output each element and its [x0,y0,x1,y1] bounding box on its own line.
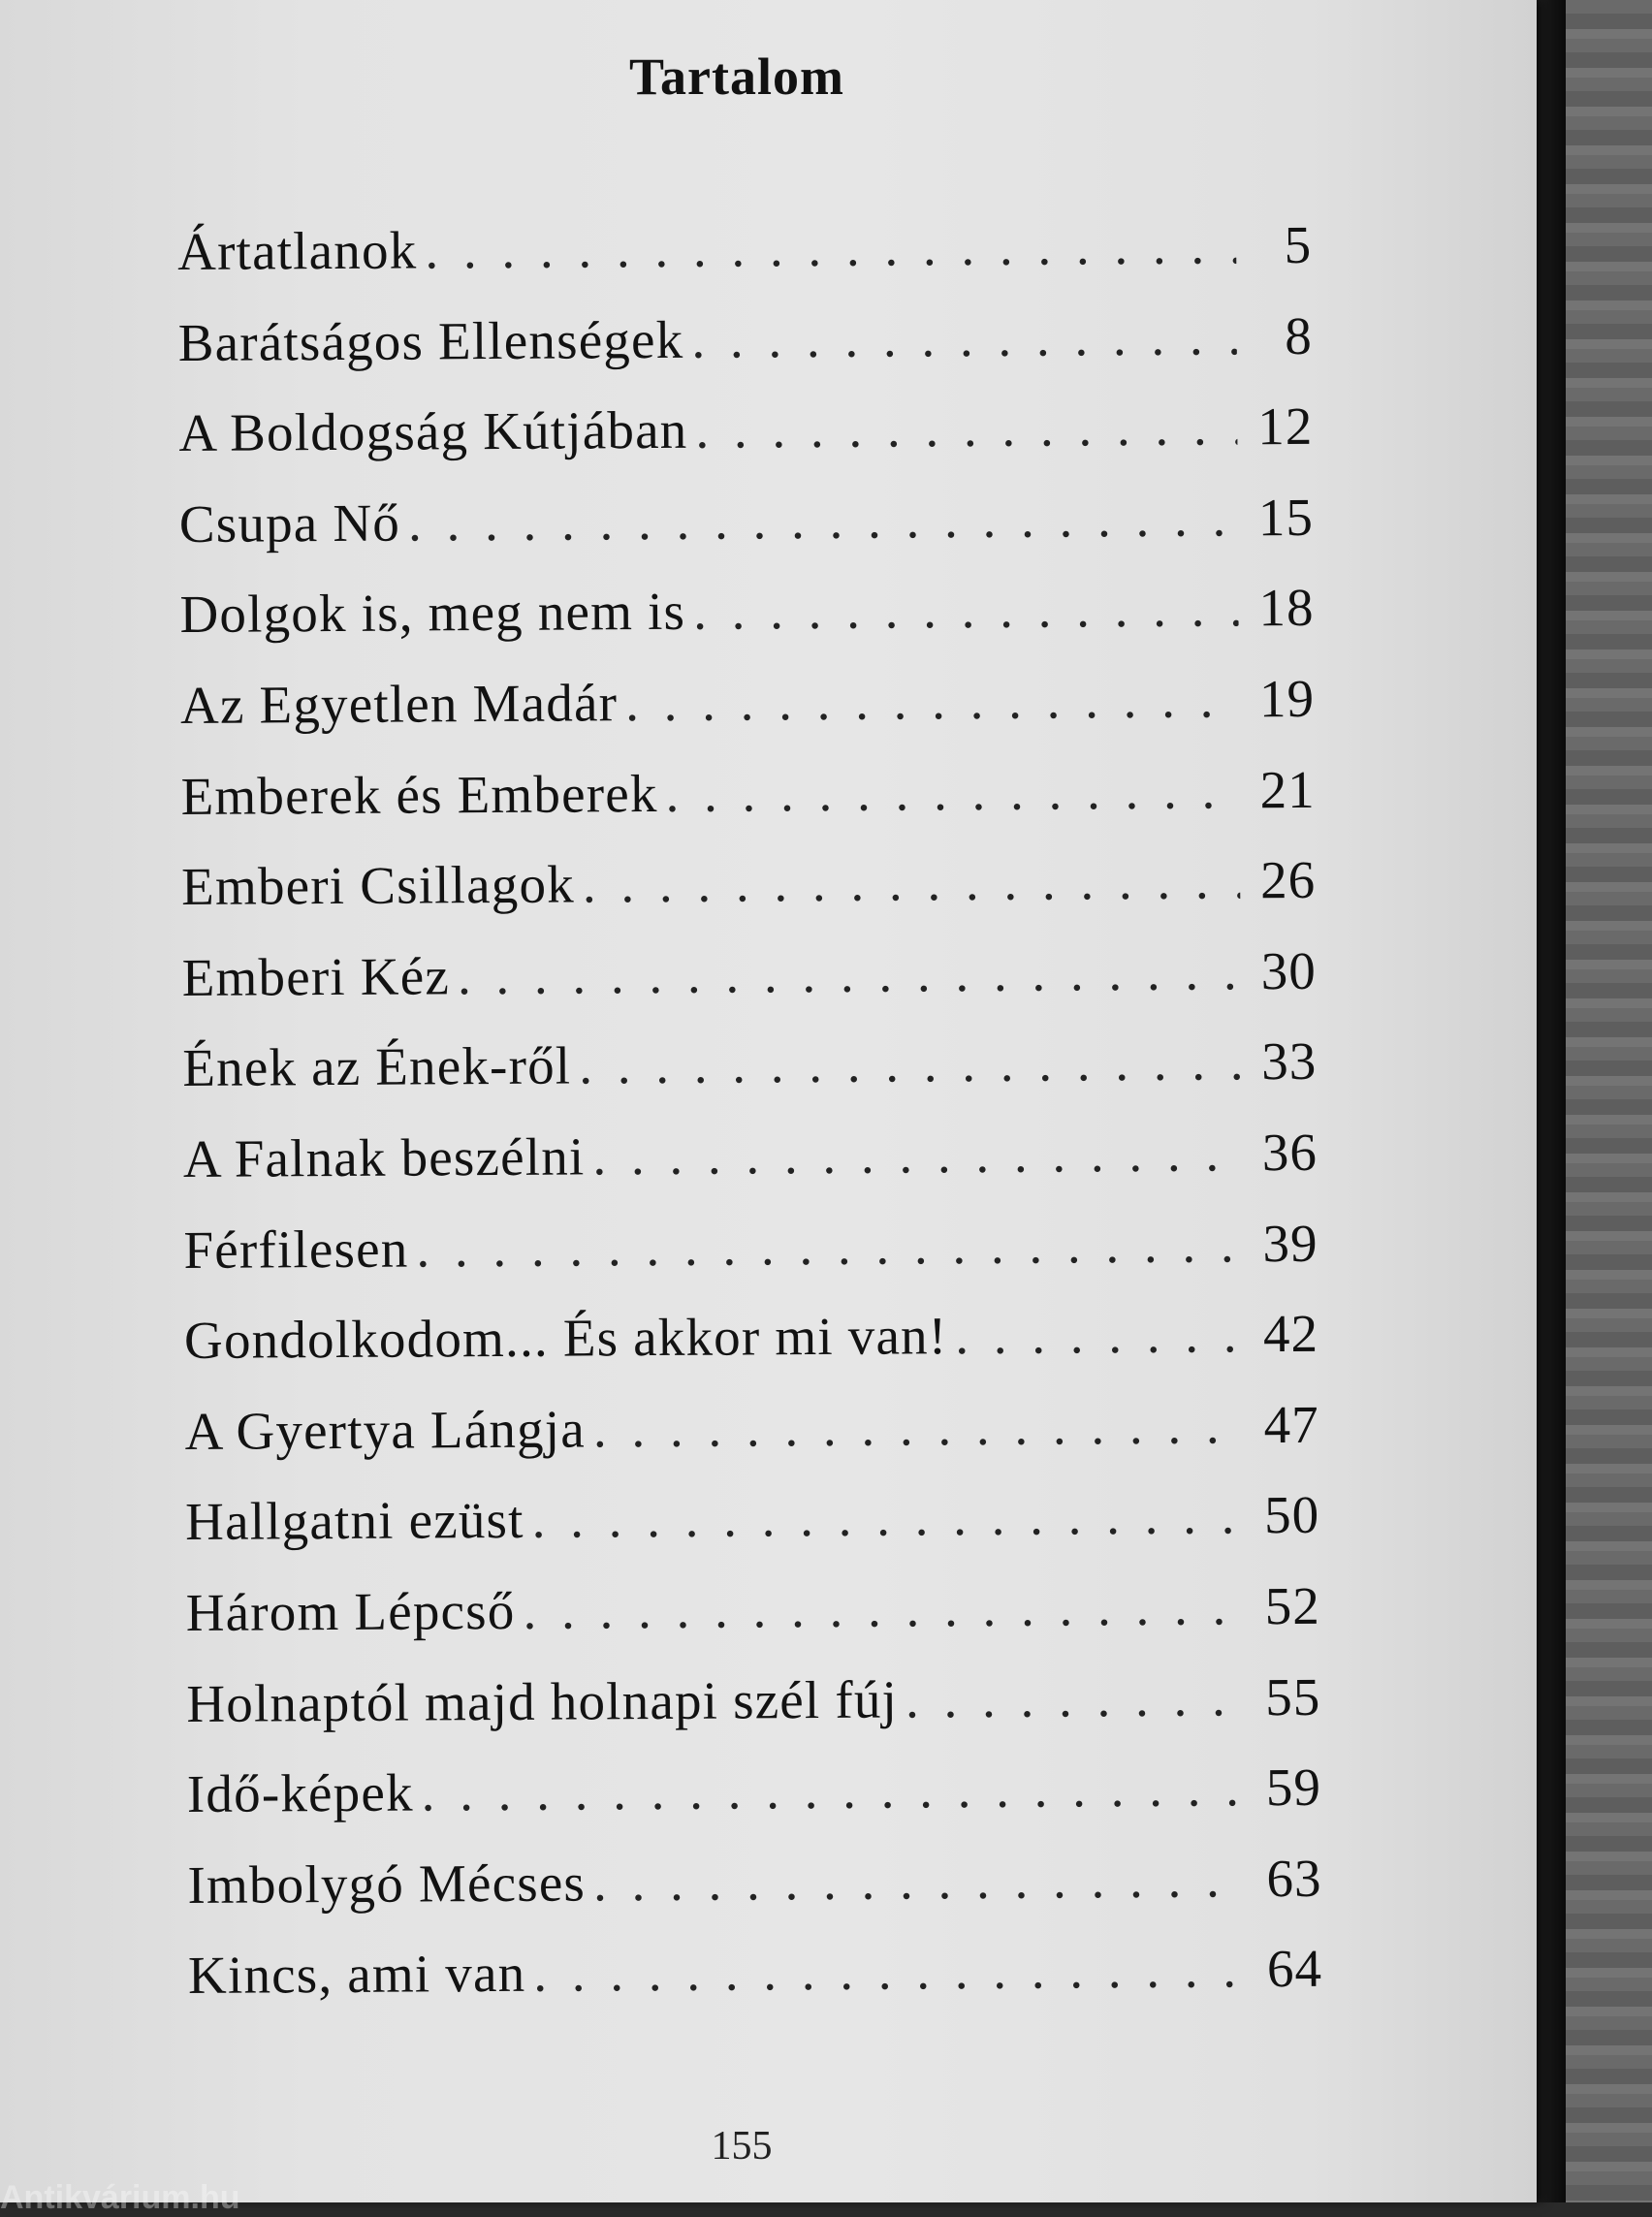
dot-leader [421,1757,1246,1822]
toc-entry-page: 18 [1258,578,1315,638]
dot-leader [593,1848,1247,1913]
toc-entry-page: 59 [1265,1757,1322,1818]
toc-entry-title: Emberi Csillagok [181,854,576,917]
toc-entry [187,1848,1322,1946]
toc-entry-title: Idő-képek [186,1762,414,1824]
dot-leader [458,940,1241,1006]
dot-leader [416,1213,1242,1279]
toc-entry [179,487,1315,585]
toc-entry-title: A Boldogság Kútjában [178,399,688,463]
toc-entry-page: 64 [1266,1939,1323,1999]
toc-entry-page: 15 [1257,487,1315,547]
toc-entry-title: Az Egyetlen Madár [179,673,619,735]
toc-entry-title: Ének az Ének-ről [182,1035,572,1098]
dot-leader [625,668,1239,733]
dot-leader [425,214,1236,280]
dot-leader [695,396,1237,460]
toc-entry-title: Csupa Nő [178,492,401,554]
toc-entry [187,1757,1322,1854]
toc-entry [183,1212,1318,1310]
toc-entry [179,577,1315,675]
toc-entry-page: 52 [1264,1575,1320,1636]
toc-entry-page: 19 [1258,668,1316,729]
toc-entry-title: Emberek és Emberek [180,763,658,826]
dot-leader [531,1485,1244,1550]
toc-entry [182,940,1318,1038]
page-number: 155 [711,2124,773,2169]
toc-entry-title: Férfilesen [183,1219,409,1280]
toc-entry-page: 26 [1259,849,1317,910]
toc-entry-page: 5 [1284,214,1313,275]
toc-entry [182,1030,1318,1128]
dot-leader [579,1031,1241,1096]
toc-entry-title: Dolgok is, meg nem is [179,582,686,645]
dot-leader [523,1575,1245,1641]
toc-entry-page: 47 [1263,1394,1319,1454]
toc-entry [181,849,1317,947]
dot-leader [583,849,1241,914]
toc-entry-page: 30 [1260,940,1317,1000]
toc-entry-title: Kincs, ami van [187,1944,526,2006]
toc-entry-title: A Gyertya Lángja [184,1399,587,1461]
toc-entry-title: Holnaptól majd holnapi szél fúj [186,1668,899,1733]
toc-entry [183,1122,1318,1219]
toc-entry [184,1394,1319,1492]
watermark: Antikvárium.hu [0,2179,240,2216]
toc-entry [180,758,1316,856]
toc-entry-title: Ártatlanok [177,220,418,281]
dot-leader [955,1303,1243,1366]
toc-entry [186,1575,1321,1673]
dot-leader [665,759,1239,824]
dot-leader [691,305,1237,369]
toc-entry-title: Imbolygó Mécses [187,1853,587,1915]
toc-entry-title: Három Lépcső [185,1580,516,1642]
dot-leader [693,578,1239,642]
toc-entry-page: 39 [1262,1213,1318,1273]
toc-entry [177,214,1313,312]
toc-entry-page: 36 [1261,1122,1318,1183]
page-title: Tartalom [629,48,844,106]
toc-entry-page: 21 [1259,759,1316,819]
dot-leader [593,1394,1244,1459]
toc-entry [188,1938,1323,2036]
toc-entry-title: Gondolkodom... És akkor mi van! [183,1306,948,1371]
toc-entry-title: Hallgatni ezüst [185,1490,524,1552]
toc-entry-page: 50 [1263,1485,1320,1545]
table-of-contents [177,214,1322,2036]
toc-entry [180,668,1316,766]
toc-entry-page: 63 [1266,1848,1322,1908]
toc-entry-title: A Falnak beszélni [182,1126,586,1188]
background-texture [1566,0,1652,2202]
toc-entry [184,1303,1319,1401]
toc-entry-title: Emberi Kéz [181,946,451,1007]
toc-entry [186,1665,1321,1763]
dot-leader [408,487,1238,553]
toc-entry-page: 12 [1257,396,1314,457]
toc-entry-page: 8 [1285,305,1313,365]
toc-entry-page: 33 [1261,1031,1318,1092]
toc-entry-page: 55 [1265,1666,1321,1726]
toc-entry [178,304,1314,402]
toc-entry-page: 42 [1262,1303,1319,1364]
dot-leader [592,1122,1242,1187]
dot-leader [533,1939,1247,2004]
dot-leader [905,1666,1246,1729]
toc-entry [185,1484,1320,1582]
toc-entry [178,396,1314,493]
toc-entry-title: Barátságos Ellenségek [177,309,684,372]
